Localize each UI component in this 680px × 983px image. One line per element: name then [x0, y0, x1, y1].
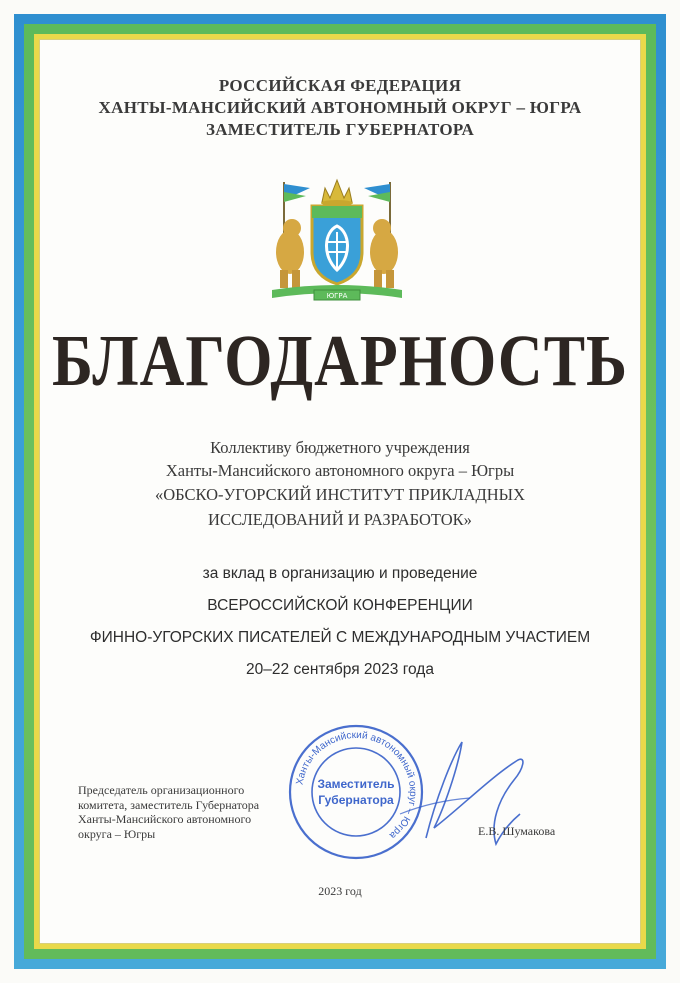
reason-line-1: за вклад в организацию и проведение	[202, 565, 478, 582]
stamp-center-line-1: Заместитель	[317, 777, 395, 791]
recipient-line-1: Коллективу бюджетного учреждения	[210, 438, 470, 457]
header-line-3: ЗАМЕСТИТЕЛЬ ГУБЕРНАТОРА	[205, 120, 475, 139]
signatory-title	[78, 783, 318, 841]
signatory-name: Е.В. Шумакова	[478, 824, 556, 838]
recipient-line-3: «ОБСКО-УГОРСКИЙ ИНСТИТУТ ПРИКЛАДНЫХ	[154, 485, 525, 504]
stamp-center-line-2: Губернатора	[318, 793, 394, 807]
signatory-title-line-1: Председатель организационного	[78, 783, 245, 797]
signatory-title-line-3: Ханты-Мансийского автономного	[78, 812, 252, 826]
stamp-ring-text: Ханты-Мансийский автономный округ – Югра	[294, 729, 419, 841]
reason-line-2: ВСЕРОССИЙСКОЙ КОНФЕРЕНЦИИ	[207, 597, 473, 614]
reason-line-4: 20–22 сентября 2023 года	[246, 661, 434, 678]
signatory-title-line-2: комитета, заместитель Губернатора	[78, 797, 260, 812]
coat-of-arms-icon	[262, 172, 412, 312]
recipient-line-4: ИССЛЕДОВАНИЙ И РАЗРАБОТОК»	[208, 510, 472, 529]
header-line-1: РОССИЙСКАЯ ФЕДЕРАЦИЯ	[218, 76, 462, 95]
issue-year: 2023 год	[318, 884, 362, 898]
emblem-ribbon-text: ЮГРА	[326, 292, 348, 300]
reason-line-3: ФИННО-УГОРСКИХ ПИСАТЕЛЕЙ С МЕЖДУНАРОДНЫМ УЧАСТИЕМ	[89, 629, 591, 646]
certificate-title: БЛАГОДАРНОСТЬ	[51, 321, 629, 402]
recipient-line-2: Ханты-Мансийского автономного округа – Югры	[165, 461, 515, 480]
header-line-2: ХАНТЫ-МАНСИЙСКИЙ АВТОНОМНЫЙ ОКРУГ – ЮГРА	[98, 98, 582, 117]
signatory-title-line-4: округа – Югры	[78, 826, 156, 841]
